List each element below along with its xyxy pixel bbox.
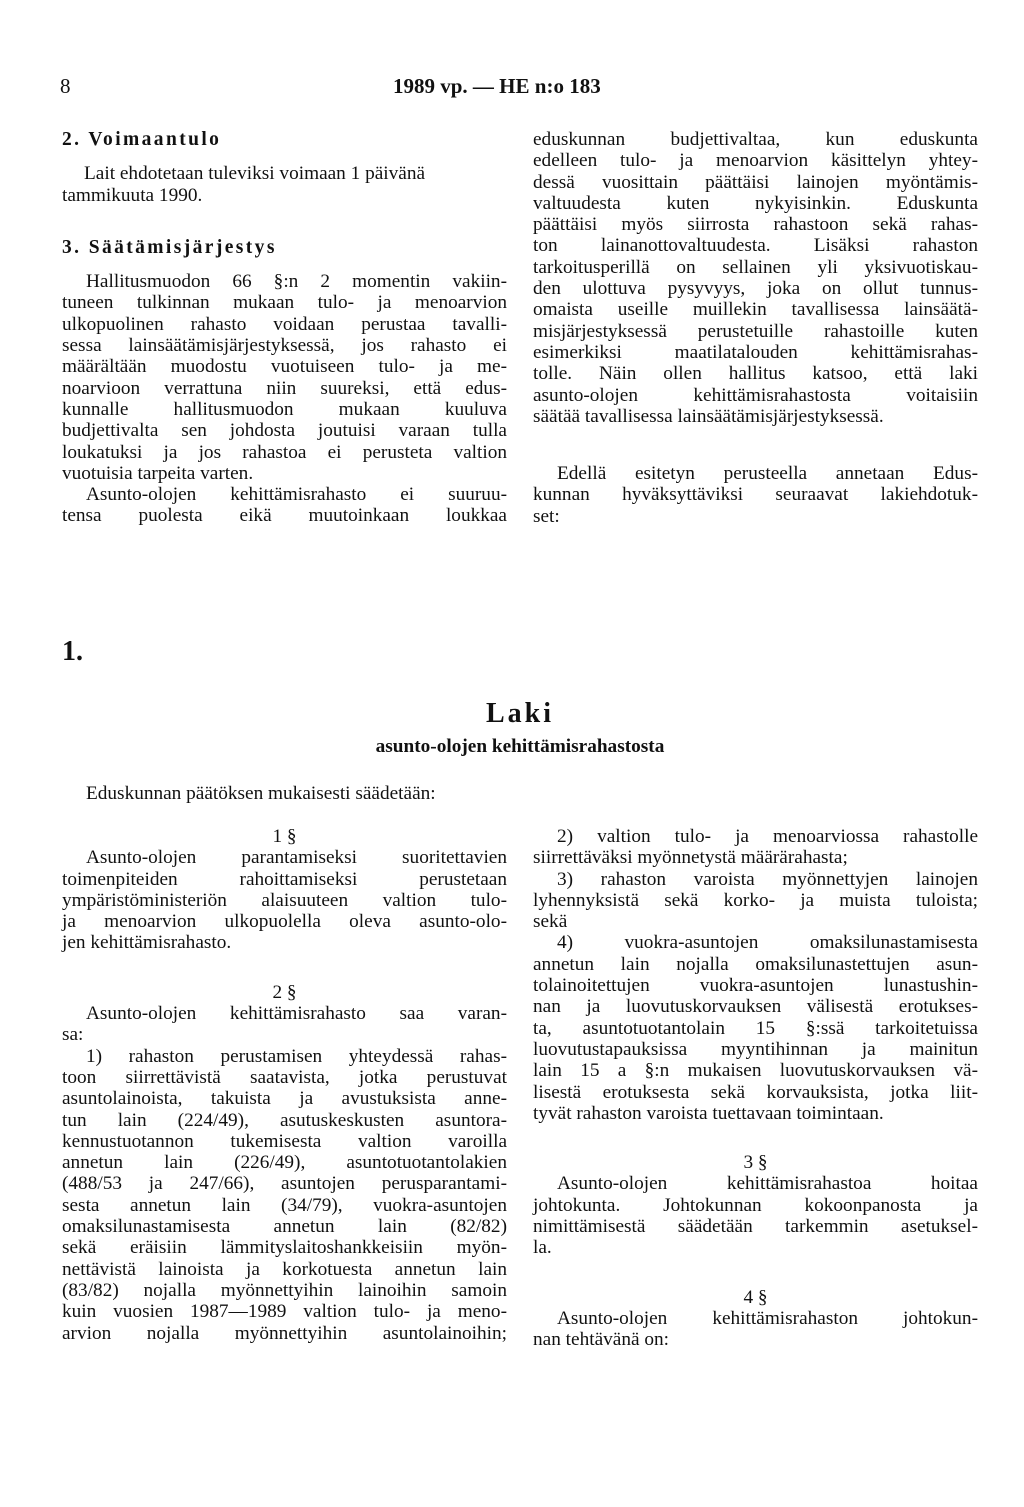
text-line: nimittämisestä säädetään tarkemmin asetuksel- [533, 1216, 978, 1238]
section-1-label: 1 § [272, 826, 297, 847]
section-2-heading: 2. Voimaantulo [62, 129, 222, 150]
text-line: valtuudesta kuten nykyisinkin. Eduskunta [533, 192, 978, 214]
text-line: 1) rahaston perustamisen yhteydessä rahas- [86, 1045, 507, 1067]
section-3-paragraph-1 [62, 271, 507, 484]
text-line: Asunto-olojen kehittämisrahasto saa varan- [86, 1003, 507, 1025]
text-line: nan ja luovutuskorvauksen välisestä erotukses- [533, 996, 978, 1018]
text-line: lisestä erotuksesta sekä korvauksista, jotka liit- [533, 1081, 978, 1103]
text-line: vuotuisia tarpeita varten. [62, 462, 254, 484]
text-line: ton lainanottovaltuudesta. Lisäksi rahaston [533, 235, 978, 257]
text-line: misjärjestyksessä perustetuille rahastoille kuten [533, 320, 978, 342]
text-line: tun lain (224/49), asutuskeskusten asuntora- [62, 1109, 507, 1131]
text-line: noarvioon verrattuna niin suureksi, että edus- [62, 377, 507, 399]
page-number: 8 [60, 74, 71, 98]
text-line: kuin vuosien 1987—1989 valtion tulo- ja meno- [62, 1301, 507, 1323]
text-line: esimerkiksi maatilatalouden kehittämisrahas- [533, 341, 978, 363]
section-3-heading: 3. Säätämisjärjestys [62, 236, 277, 258]
left-column-top [62, 129, 507, 527]
text-line: ja menoarvion ulkopuolella oleva asunto-olo- [62, 911, 507, 933]
text-line: dessä vuosittain päättäisi lainojen myöntämis- [533, 171, 978, 193]
text-line: kunnalle hallitusmuodon mukaan kuuluva [62, 398, 507, 420]
text-line: tensa puolesta eikä muutoinkaan loukkaa [62, 505, 507, 527]
text-line: sa: [62, 1024, 84, 1046]
text-line: loukatuksi ja jos rahastoa ei perusteta valtion [62, 441, 507, 463]
text-line: 2) valtion tulo- ja menoarviossa rahastolle [557, 826, 978, 847]
text-line: annetun lain (226/49), asuntotuotantolakien [62, 1152, 507, 1174]
section-3-body [533, 1173, 978, 1258]
text-line: omaista useille muillekin tavallisessa lainsäätä- [533, 299, 978, 321]
section-2-item-2 [533, 826, 978, 869]
text-line: Asunto-olojen parantamiseksi suoritettavien [86, 847, 507, 869]
section-3-label: 3 § [743, 1152, 768, 1174]
text-line: tuneen tulkinnan mukaan tulo- ja menoarvion [62, 292, 507, 314]
text-line: sessa lainsäätämisjärjestyksessä, jos rahasto ei [62, 335, 507, 357]
text-line: luovutustapauksissa myyntihinnan ja mainitun [533, 1038, 978, 1060]
text-line: lain 15 a §:n mukaisen luovutuskorvauksen vä- [533, 1060, 978, 1082]
text-line: (83/82) nojalla myönnettyihin lainoihin samoin [62, 1279, 507, 1301]
text-line: den ulottuva pysyvyys, joka on ollut tunnus- [533, 278, 978, 300]
text-line: säätää tavallisessa lainsäätämisjärjestyksessä. [533, 405, 884, 427]
right-paragraph-2 [533, 463, 978, 527]
text-line: edelleen tulo- ja menoarvion käsittelyn yhtey- [533, 150, 978, 172]
text-line: siirrettäväksi myönnetystä määrärahasta; [533, 847, 848, 869]
text-line: 4) vuokra-asuntojen omaksilunastamisesta [557, 932, 978, 954]
text-line: eduskunnan budjettivaltaa, kun eduskunta [533, 129, 978, 150]
text-line: 3) rahaston varoista myönnettyjen lainojen [557, 868, 978, 890]
text-line: asunto-olojen kehittämisrahastosta voitaisiin [533, 384, 978, 406]
section-2-item-1 [62, 1046, 507, 1344]
text-line: set: [533, 505, 560, 527]
law-subtitle: asunto-olojen kehittämisrahastosta [375, 736, 665, 757]
text-line: asuntolainoista, takuista ja avustuksista anne- [62, 1088, 507, 1110]
text-line: toimenpiteiden rahoittamiseksi perustetaan [62, 868, 507, 890]
text-line: sekä eräisiin lämmityslaitoshankkeisiin myön- [62, 1237, 507, 1259]
text-line: nan tehtävänä on: [533, 1329, 669, 1351]
text-line: Asunto-olojen kehittämisrahastoa hoitaa [557, 1173, 978, 1195]
text-line: (488/53 ja 247/66), asuntojen perusparantami- [62, 1173, 507, 1195]
text-line: kunnan hyväksyttäviksi seuraavat lakiehdotuk- [533, 484, 978, 506]
text-line: ympäristöministeriön alaisuuteen valtion tulo- [62, 889, 507, 911]
law-number: 1. [62, 636, 83, 667]
section-2-item-3 [533, 869, 978, 933]
text-line: Lait ehdotetaan tuleviksi voimaan 1 päivänä [84, 163, 426, 185]
section-2-label: 2 § [272, 981, 297, 1003]
section-3-paragraph-2 [62, 484, 507, 527]
section-2-body [62, 163, 507, 206]
enactment-clause: Eduskunnan päätöksen mukaisesti säädetään: [86, 783, 436, 804]
text-line: annetun lain nojalla omaksilunastettujen asun- [533, 953, 978, 975]
law-left-column [62, 826, 507, 1344]
section-2-item-4 [533, 932, 978, 1124]
section-4-label: 4 § [743, 1286, 768, 1308]
text-line: johtokunta. Johtokunnan kokoonpanosta ja [533, 1194, 978, 1216]
section-4-body [533, 1308, 978, 1351]
law-title: Laki [485, 698, 555, 729]
text-line: jen kehittämisrahasto. [62, 932, 232, 954]
text-line: tyvät rahaston varoista tuettavaan toimintaan. [533, 1102, 884, 1124]
right-column-top [533, 129, 978, 527]
text-line: nettävistä lainoista ja korkotuesta annetun lain [62, 1258, 507, 1280]
text-line: tarkoitusperillä on sellainen yli yksivuotiskau- [533, 256, 978, 278]
text-line: budjettivalta sen johdosta joutuisi varaan tulla [62, 420, 507, 442]
running-title: 1989 vp. — HE n:o 183 [393, 74, 601, 98]
text-line: la. [533, 1237, 552, 1259]
text-line: sekä [533, 911, 568, 933]
text-line: toon siirrettävistä saatavista, jotka perustuvat [62, 1066, 507, 1088]
text-line: sesta annetun lain (34/79), vuokra-asuntojen [62, 1194, 507, 1216]
text-line: Edellä esitetyn perusteella annetaan Edus- [557, 463, 978, 485]
text-line: määrältään muodostu vuotuiseen tulo- ja me- [62, 356, 507, 378]
text-line: kennustuotannon tukemisesta valtion varoilla [62, 1130, 507, 1152]
text-line: Asunto-olojen kehittämisrahaston johtokun- [557, 1307, 978, 1329]
right-paragraph-1 [533, 129, 978, 427]
text-line: ta, asuntotuotantolain 15 §:ssä tarkoitetuissa [533, 1017, 978, 1039]
text-line: tolainoitettujen vuokra-asuntojen lunastushin- [533, 975, 978, 997]
text-line: Hallitusmuodon 66 §:n 2 momentin vakiin- [86, 271, 507, 293]
text-line: arvion nojalla myönnettyihin asuntolainoihin; [62, 1322, 507, 1344]
text-line: ulkopuolinen rahasto voidaan perustaa tavalli- [62, 313, 507, 335]
text-line: päättäisi myös siirrosta rahastoon sekä rahas- [533, 214, 978, 236]
text-line: tolle. Näin ollen hallitus katsoo, että laki [533, 363, 978, 385]
text-line: lyhennyksistä sekä korko- ja muista tuloista; [533, 889, 978, 911]
section-1-body [62, 847, 507, 953]
law-right-column [533, 826, 978, 1351]
text-line: omaksilunastamisesta annetun lain (82/82) [62, 1216, 507, 1238]
section-2-intro [62, 1003, 507, 1046]
text-line: tammikuuta 1990. [62, 184, 203, 206]
text-line: Asunto-olojen kehittämisrahasto ei suuruu- [86, 484, 507, 506]
